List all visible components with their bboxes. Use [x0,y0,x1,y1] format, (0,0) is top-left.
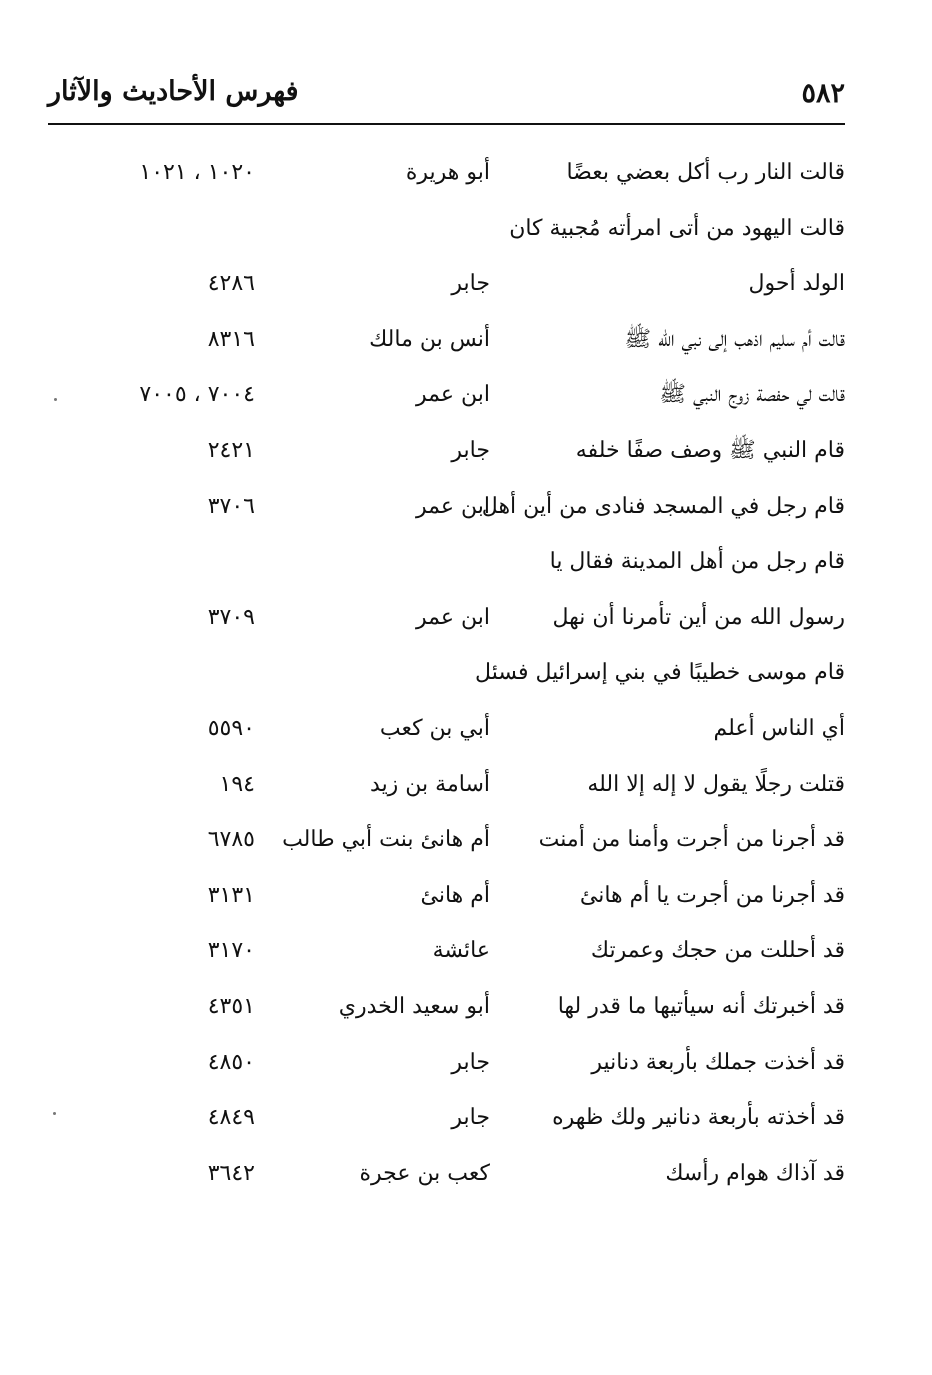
list-item [48,590,845,646]
hadith-numbers: ٣٦٤٢ [207,1160,255,1186]
hadith-text: رسول الله من أين تأمرنا أن نهل [552,604,845,630]
hadith-text: قد أخبرتك أنه سيأتيها ما قدر لها [557,993,845,1019]
hadith-numbers: ٢٤٢١ [207,437,255,463]
hadith-text: قالت اليهود من أتى امرأته مُجبية كان [509,215,845,241]
hadith-numbers: ٣١٧٠ [207,938,255,964]
list-item [48,1090,845,1146]
list-item [48,423,845,479]
hadith-text: قد أخذت جملك بأربعة دنانير [591,1049,845,1075]
narrator: جابر [451,271,490,297]
hadith-text: قد آذاك هوام رأسك [665,1160,845,1186]
list-item [48,479,845,535]
narrator: أبو سعيد الخدري [338,993,490,1019]
narrator: أم هانئ [420,882,490,908]
list-item [48,923,845,979]
narrator: أسامة بن زيد [370,771,490,797]
narrator: أنس بن مالك [369,326,490,352]
list-item [48,868,845,924]
hadith-text: قالت لي حفصة زوج النبي ﷺ [659,382,845,408]
hadith-text: قام رجل من أهل المدينة فقال يا [549,549,845,575]
hadith-numbers: ٤٨٤٩ [207,1105,255,1131]
list-item [48,145,845,201]
narrator: عائشة [432,938,490,964]
narrator: ابن عمر [416,493,490,519]
scan-speck [53,1112,56,1115]
narrator: أبي بن كعب [379,715,490,741]
page-title: فهرس الأحاديث والآثار [48,76,299,107]
header-divider [48,123,845,125]
narrator: ابن عمر [416,382,490,408]
list-item [48,701,845,757]
page-number: ٥٨٢ [801,78,845,109]
list-item [48,979,845,1035]
list-item [48,312,845,368]
list-item [48,256,845,312]
hadith-numbers: ٤٨٥٠ [207,1049,255,1075]
hadith-text: قام رجل في المسجد فنادى من أين أهل [481,493,845,519]
narrator: ابن عمر [416,604,490,630]
narrator: كعب بن عجرة [359,1160,490,1186]
hadith-numbers: ٦٧٨٥ [207,827,255,853]
narrator: جابر [451,1105,490,1131]
list-item [48,201,845,257]
list-item [48,812,845,868]
hadith-text: قالت النار رب أكل بعضي بعضًا [566,160,845,185]
hadith-text: قد أخذته بأربعة دنانير ولك ظهره [552,1105,845,1131]
hadith-text: قتلت رجلًا يقول لا إله إلا الله [587,771,845,797]
hadith-text: الولد أحول [748,271,845,297]
hadith-numbers: ٥٥٩٠ [207,715,255,741]
hadith-text: قد أجرنا من أجرت وأمنا من أمنت [538,827,845,853]
hadith-numbers: ٨٣١٦ [207,326,255,352]
narrator: أبو هريرة [405,160,490,185]
list-item [48,645,845,701]
hadith-numbers: ٤٣٥١ [207,993,255,1019]
list-item [48,757,845,813]
hadith-text: قام موسى خطيبًا في بني إسرائيل فسئل [475,660,845,686]
hadith-numbers: ٣٧٠٩ [207,604,255,630]
list-item [48,1035,845,1091]
page-header [48,70,845,118]
narrator: أم هانئ بنت أبي طالب [282,827,490,853]
hadith-numbers: ٧٠٠٤ ، ٧٠٠٥ [139,382,255,408]
hadith-index-list [48,145,845,1201]
hadith-numbers: ٤٢٨٦ [207,271,255,297]
hadith-text: قالت أم سليم اذهب إلى نبي الله ﷺ [624,326,845,352]
narrator: جابر [451,1049,490,1075]
narrator: جابر [451,437,490,463]
scan-speck [54,398,57,401]
hadith-text: أي الناس أعلم [713,715,845,741]
list-item [48,1146,845,1202]
hadith-numbers: ٣١٣١ [207,882,255,908]
hadith-text: قد أجرنا من أجرت يا أم هانئ [579,882,845,908]
hadith-numbers: ١٠٢٠ ، ١٠٢١ [139,160,255,185]
hadith-text: قد أحللت من حجك وعمرتك [590,938,845,964]
list-item [48,534,845,590]
hadith-numbers: ٣٧٠٦ [207,493,255,519]
hadith-numbers: ١٩٤ [219,771,255,797]
list-item [48,367,845,423]
hadith-text: قام النبي ﷺ وصف صفًا خلفه [575,437,845,463]
